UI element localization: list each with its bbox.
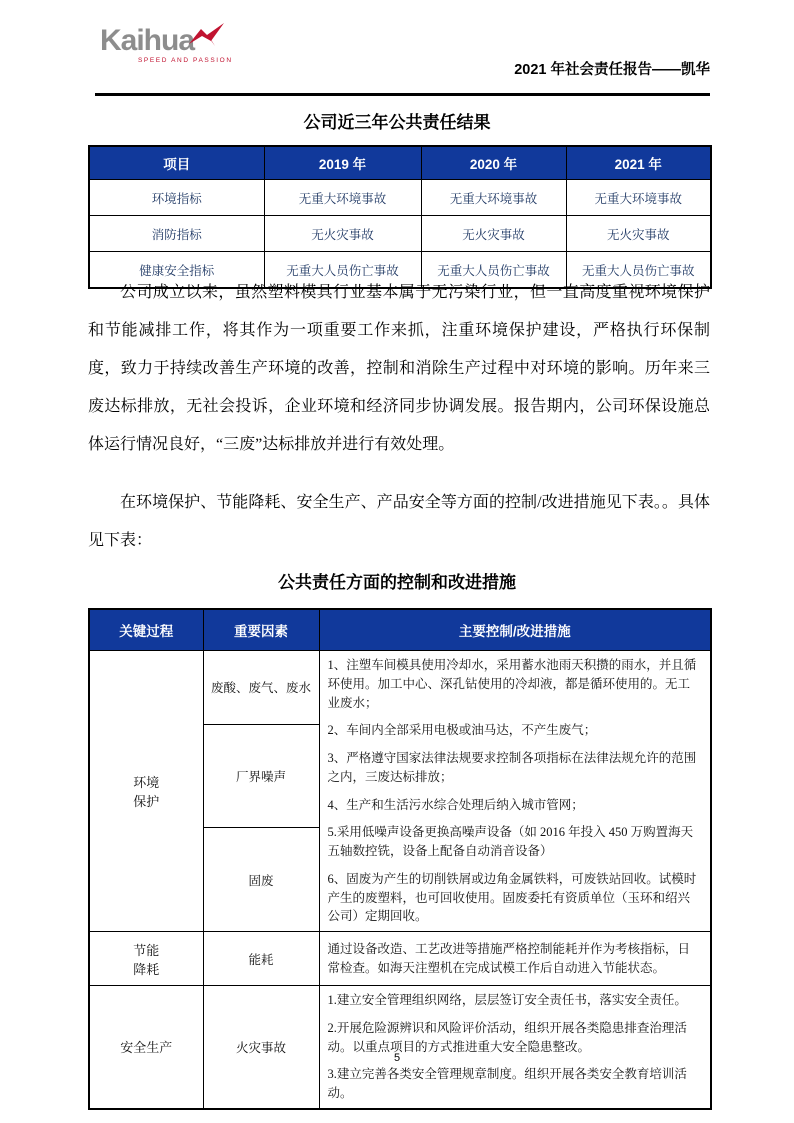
column-header-2019: 2019 年 bbox=[264, 146, 421, 180]
row-label: 消防指标 bbox=[89, 216, 264, 252]
measure-item: 通过设备改造、工艺改进等措施严格控制能耗并作为考核指标，日常检查。如海天注塑机在完成试模工作后自动进入节能状态。 bbox=[327, 941, 691, 975]
factor-cell: 固废 bbox=[203, 828, 319, 932]
measures-header-row bbox=[89, 609, 711, 651]
measure-item: 2.开展危险源辨识和风险评价活动，组织开展各类隐患排查治理活动。以重点项目的方式推进重大安全隐患整改。 bbox=[327, 1020, 687, 1054]
measure-item: 1.建立安全管理组织网络，层层签订安全责任书，落实安全责任。 bbox=[327, 993, 687, 1007]
cell-value: 无火灾事故 bbox=[264, 216, 421, 252]
table-row bbox=[89, 180, 711, 216]
column-header-2020: 2020 年 bbox=[421, 146, 566, 180]
measures-table bbox=[88, 608, 712, 1110]
paragraph-2: 在环境保护、节能降耗、安全生产、产品安全等方面的控制/改进措施见下表。。具体见下表： bbox=[88, 494, 710, 549]
measure-item: 2、车间内全部采用电极或油马达，不产生废气； bbox=[327, 723, 597, 738]
cell-value: 无重大环境事故 bbox=[421, 180, 566, 216]
cell-value: 无重大人员伤亡事故 bbox=[264, 252, 421, 289]
measure-item: 3.建立完善各类安全管理规章制度。组织开展各类安全教育培训活动。 bbox=[327, 1067, 687, 1100]
section2-title: 公共责任方面的控制和改进措施 bbox=[278, 573, 516, 592]
table-row bbox=[89, 986, 711, 1109]
logo-tagline: SPEED AND PASSION bbox=[138, 57, 233, 64]
process-label: 环境保护 bbox=[133, 775, 160, 809]
measure-item: 4、生产和生活污水综合处理后纳入城市管网； bbox=[327, 797, 584, 812]
process-cell-safety: 安全生产 bbox=[89, 986, 203, 1109]
measure-item: 6、固废为产生的切削铁屑或边角金属铁料，可废铁站回收。试模时产生的废塑料，也可回收使用。固废委托有资质单位（玉环和绍兴公司）定期回收。 bbox=[327, 871, 697, 924]
measures-cell-energy bbox=[319, 932, 711, 986]
cell-value: 无重大人员伤亡事故 bbox=[566, 252, 711, 289]
measure-item: 3、严格遵守国家法律法规要求控制各项指标在法律法规允许的范围之内，三废达标排放； bbox=[327, 751, 697, 784]
section1-title: 公司近三年公共责任结果 bbox=[303, 113, 491, 132]
table-row bbox=[89, 932, 711, 986]
row-label: 健康安全指标 bbox=[89, 252, 264, 289]
process-cell-environment bbox=[89, 651, 203, 932]
cell-value: 无火灾事故 bbox=[421, 216, 566, 252]
hummingbird-icon bbox=[188, 22, 226, 53]
table-row bbox=[89, 216, 711, 252]
cell-value: 无火灾事故 bbox=[566, 216, 711, 252]
column-header-important-factor: 重要因素 bbox=[203, 609, 319, 651]
factor-cell: 火灾事故 bbox=[203, 986, 319, 1109]
factor-cell: 废酸、废气、废水 bbox=[203, 651, 319, 725]
cell-value: 无重大环境事故 bbox=[566, 180, 711, 216]
body-text bbox=[88, 274, 710, 560]
table-row bbox=[89, 651, 711, 725]
measure-item: 5.采用低噪声设备更换高噪声设备（如 2016 年投入 450 万购置海天五轴数控铣，设备上配备自动消音设备） bbox=[327, 825, 694, 858]
measures-cell-safety bbox=[319, 986, 711, 1109]
logo-row bbox=[100, 26, 240, 56]
paragraph-1: 公司成立以来，虽然塑料模具行业基本属于无污染行业，但一直高度重视环境保护和节能减排工作，将其作为一项重要工作来抓，注重环境保护建设，严格执行环保制度，致力于持续改善生产环境的改善，控制和消除生产过程中对环境的影响。历年来三废达标排放，无社会投诉，企业环境和经济同步协调发展。报告期内，公司环保设施总体运行情况良好，“三废”达标排放并进行有效处理。 bbox=[88, 284, 710, 453]
header-divider bbox=[95, 93, 710, 96]
factor-cell: 能耗 bbox=[203, 932, 319, 986]
results-header-row bbox=[89, 146, 711, 180]
column-header-2021: 2021 年 bbox=[566, 146, 711, 180]
column-header-item: 项目 bbox=[89, 146, 264, 180]
process-label: 节能降耗 bbox=[133, 942, 160, 977]
results-table bbox=[88, 145, 712, 289]
column-header-main-measures: 主要控制/改进措施 bbox=[319, 609, 711, 651]
logo-wordmark: Kaihua bbox=[100, 24, 195, 57]
row-label: 环境指标 bbox=[89, 180, 264, 216]
page-number: 5 bbox=[393, 1052, 401, 1064]
process-cell-energy bbox=[89, 932, 203, 986]
factor-cell: 厂界噪声 bbox=[203, 724, 319, 828]
measure-item: 1、注塑车间模具使用冷却水，采用蓄水池雨天积攒的雨水，并且循环使用。加工中心、深孔钻使用的冷却液，都是循环使用的。无工业废水； bbox=[327, 658, 697, 710]
column-header-key-process: 关键过程 bbox=[89, 609, 203, 651]
measures-cell-environment bbox=[319, 651, 711, 932]
cell-value: 无重大环境事故 bbox=[264, 180, 421, 216]
company-logo bbox=[100, 26, 240, 64]
report-header-title: 2021 年社会责任报告——凯华 bbox=[514, 62, 710, 78]
cell-value: 无重大人员伤亡事故 bbox=[421, 252, 566, 289]
